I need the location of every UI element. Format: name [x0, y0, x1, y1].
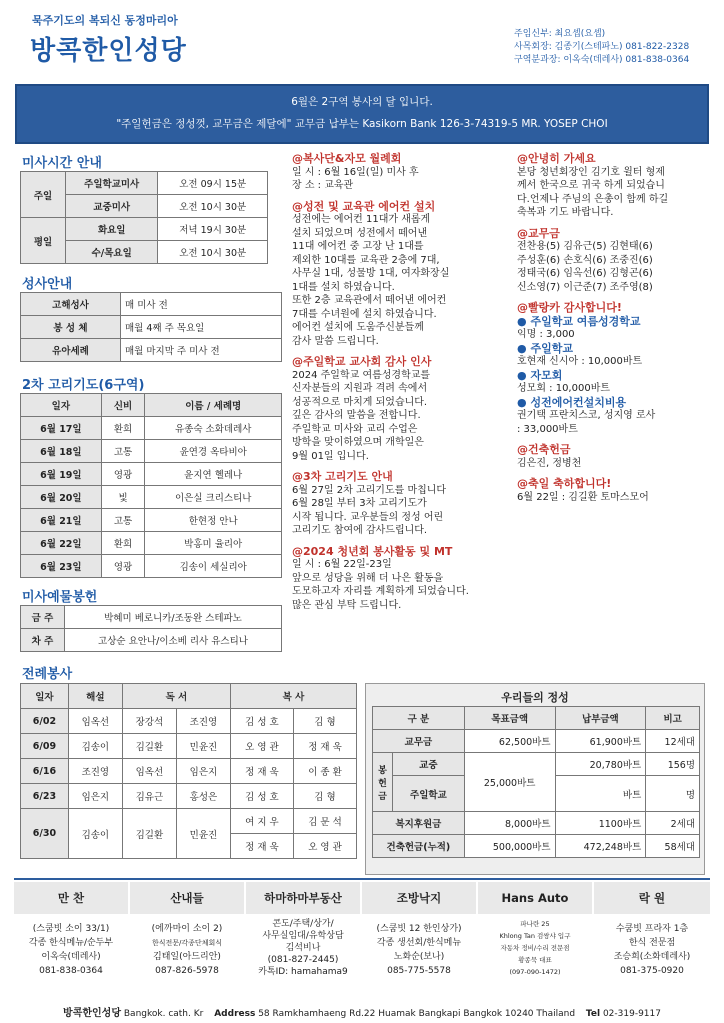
cell: 조진영: [68, 759, 122, 784]
header: [0, 0, 724, 66]
cell: 조진영: [176, 709, 230, 734]
line: 081-375-0920: [620, 966, 684, 976]
line: 감사 말씀 드립니다.: [292, 335, 379, 347]
cell: 봉 성 체: [21, 316, 121, 339]
cell: 김 형: [293, 709, 356, 734]
footer-bar: [0, 1004, 724, 1019]
line: 축복과 기도 바랍니다.: [517, 207, 614, 218]
header-cell: 일자: [21, 394, 102, 417]
line: 1대를 설치 하였습니다.: [292, 281, 395, 293]
line: 권기택 프란치스코, 성지영 로사: [517, 410, 656, 421]
cell: 472,248바트: [555, 835, 646, 858]
cell: 교중미사: [66, 195, 158, 218]
cell: 58세대: [646, 835, 700, 858]
cell: 주일학교: [393, 776, 465, 812]
header-cell: 납부금액: [555, 707, 646, 730]
mid-column: [292, 152, 512, 612]
sponsor-details: [130, 922, 244, 978]
rosary-title: 2차 고리기도(6구역): [22, 378, 145, 393]
sponsor-name: 만 찬: [14, 882, 128, 914]
line: 콘도/주택/상가/: [272, 919, 334, 929]
line: 한식전문/각종단체회식: [152, 939, 222, 947]
finance-title: 우리들의 정성: [501, 691, 569, 704]
cell: 정 재 욱: [230, 834, 293, 859]
line: 신자분들의 지원과 격려 속에서: [292, 383, 428, 394]
offering-table: [20, 605, 282, 652]
cell: 교무금: [373, 730, 465, 753]
line: 수쿰빗 프라자 1층: [615, 924, 689, 934]
line: 085-775-5578: [387, 966, 451, 976]
line: 성모회 : 10,000바트: [517, 383, 611, 394]
header-cell: 해설: [68, 684, 122, 709]
cell: 바트: [555, 776, 646, 812]
line: (097-090-1472): [509, 968, 561, 976]
line: 많은 관심 부탁 드립니다.: [292, 599, 402, 611]
line: 6월 28일 부터 3차 고리기도가: [292, 498, 427, 509]
line: 도모하고자 자리를 계획하게 되었습니다.: [292, 586, 469, 597]
cell: 62,500바트: [464, 730, 555, 753]
cell: 12세대: [646, 730, 700, 753]
finance-table: [372, 706, 700, 858]
line: 주성훈(6) 손호식(6) 조중진(6): [517, 254, 653, 266]
sponsor-name: Hans Auto: [478, 882, 592, 914]
cell: 김 문 석: [293, 809, 356, 834]
text: 주일학교 여름성경학교: [530, 314, 641, 328]
cell: 여 지 우: [230, 809, 293, 834]
priest: 주임신부: 최요셉(요셉): [514, 29, 606, 39]
cell: 유아세례: [21, 339, 121, 362]
cell: 61,900바트: [555, 730, 646, 753]
header-cell: 구 분: [373, 707, 465, 730]
footer-divider: [14, 878, 710, 880]
group-name: ● 자모회: [517, 368, 563, 382]
header-cell: 이름 / 세례명: [145, 394, 282, 417]
cell: 오전 09시 15분: [158, 172, 268, 195]
header-cell: 신비: [101, 394, 145, 417]
liturgy-title: 전례봉사: [22, 667, 73, 682]
line: 다.언제나 주님의 은총이 함께 하길: [517, 193, 669, 205]
cell: 임은지: [68, 784, 122, 809]
finance-box: [365, 683, 705, 875]
cell: 고상순 요안나/이소베 리사 유스티나: [65, 629, 282, 652]
cell: 건축헌금(누적): [373, 835, 465, 858]
cell: 임은지: [176, 759, 230, 784]
notice-line-2: "주일헌금은 정성껏, 교무금은 제달에" 교무금 납부는 Kasikorn Bank 126-3-74319-5 MR. YOSEP CHOI: [116, 118, 608, 130]
cell: 임옥선: [122, 759, 176, 784]
item-title: @주일학교 교사회 감사 인사: [292, 355, 432, 368]
cell: 오 영 관: [230, 734, 293, 759]
cell: 20,780바트: [555, 753, 646, 776]
cell: 금 주: [21, 606, 65, 629]
cell: 오전 10시 30분: [158, 241, 268, 264]
cell: 박홍미 율리아: [145, 532, 282, 555]
cell: 6월 21일: [21, 509, 102, 532]
line: 또한 2층 교육관에서 떼어낸 에어컨: [292, 295, 447, 306]
cell: 빛: [101, 486, 145, 509]
line: 주일학교 미사와 교리 수업은: [292, 423, 418, 435]
sponsor-name: 락 원: [594, 882, 710, 914]
line: 카톡ID: hamahama9: [258, 967, 348, 977]
cell: 156명: [646, 753, 700, 776]
cell: 영광: [101, 463, 145, 486]
line: : 33,000바트: [517, 423, 578, 435]
sponsor-details: [362, 922, 476, 978]
line: 성공적으로 마치게 되었습니다.: [292, 396, 428, 408]
rosary-table: [20, 393, 282, 578]
cell: 김길환: [122, 734, 176, 759]
cell: 6월 18일: [21, 440, 102, 463]
cell: 교중: [393, 753, 465, 776]
cell: 임옥선: [68, 709, 122, 734]
feast-title: @축일 축하합니다!: [517, 477, 612, 490]
cell: 민윤진: [176, 734, 230, 759]
cell: 고통: [101, 509, 145, 532]
sponsor-details: [478, 918, 592, 978]
line: 앞으로 성당을 위해 더 나은 활동을: [292, 572, 444, 584]
text: 성전에어컨설치비용: [530, 395, 627, 409]
text: 자모회: [530, 368, 563, 382]
header-cell: 독 서: [122, 684, 230, 709]
parish-name: 방콕한인성당: [63, 1008, 121, 1019]
line: 6월 22일 : 김길환 토마스모어: [517, 491, 649, 503]
sponsor-name: 산내들: [130, 882, 244, 914]
cell: 매월 4째 주 목요일: [121, 316, 282, 339]
cell: 김유근: [122, 784, 176, 809]
cell: 500,000바트: [464, 835, 555, 858]
group-name: ● 주일학교: [517, 341, 573, 355]
cell: 복지후원금: [373, 812, 465, 835]
liturgy-table: [20, 683, 357, 859]
group-name: ● 주일학교 여름성경학교: [517, 314, 641, 328]
notice-banner: [15, 84, 709, 144]
line: 일 시 : 6월 16일(일) 미사 후: [292, 166, 419, 178]
cell: 환희: [101, 532, 145, 555]
council-head: 사목회장: 김종기(스테파노) 081-822-2328: [514, 42, 690, 52]
line: (스쿰빗 소이 33/1): [32, 924, 110, 934]
cell: 25,000바트: [464, 753, 555, 812]
line: 081-838-0364: [39, 966, 103, 976]
cell: 김송이 세실리아: [145, 555, 282, 578]
line: Khlong Tan 검쌍샤 입구: [499, 932, 571, 940]
line: 시작 됩니다. 교우분들의 정성 어린: [292, 511, 444, 523]
parish-name-en: Bangkok. cath. Kr: [123, 1009, 204, 1019]
cell: 1100바트: [555, 812, 646, 835]
district-head: 구역분과장: 이옥숙(데레사) 081-838-0364: [514, 55, 690, 65]
cell: 김송이: [68, 734, 122, 759]
cell: 6월 19일: [21, 463, 102, 486]
cell: 정 재 욱: [293, 734, 356, 759]
sponsor-name: 하마하마부동산: [246, 882, 360, 914]
cell: 고통: [101, 440, 145, 463]
line: 장 소 : 교육관: [292, 180, 354, 191]
cell: 화요일: [66, 218, 158, 241]
cell: 영광: [101, 555, 145, 578]
line: 신소영(7) 이근준(7) 조주영(8): [517, 281, 653, 293]
cell: 정 재 욱: [230, 759, 293, 784]
cell: 이 종 환: [293, 759, 356, 784]
line: 방학을 맞이하였으며 개학일은: [292, 437, 424, 448]
header-cell: 목표금액: [464, 707, 555, 730]
cell: 한현정 안나: [145, 509, 282, 532]
line: 6월 27일 2차 고리기도를 마칩니다: [292, 484, 447, 496]
line: 9월 01일 입니다.: [292, 450, 369, 462]
line: 조승희(소화데레사): [613, 952, 691, 962]
cell: 고해성사: [21, 293, 121, 316]
cell: 평일: [21, 218, 66, 264]
line: 각종 한식메뉴/순두부: [28, 938, 114, 948]
cell: 6/16: [21, 759, 69, 784]
parish-subtitle: 묵주기도의 복되신 동정마리아: [32, 14, 178, 27]
line: 본당 청년회장인 김기호 윌터 형제: [517, 166, 665, 178]
farewell-title: @안녕히 가세요: [517, 152, 596, 165]
line: 깊은 감사의 말씀을 전합니다.: [292, 410, 421, 421]
mass-table: [20, 171, 268, 264]
line: 한식 전문점: [628, 938, 676, 948]
line: 087-826-5978: [155, 966, 219, 976]
text: 주일학교: [530, 341, 573, 355]
line: 김석비나: [285, 943, 321, 953]
line: 전찬용(5) 김유근(5) 김현태(6): [517, 241, 653, 252]
cell: 유종숙 소화데레사: [145, 417, 282, 440]
building-title: @건축헌금: [517, 443, 571, 456]
cell: 6월 23일: [21, 555, 102, 578]
line: 고리기도 참여에 감사드립니다.: [292, 525, 428, 536]
cell: 민윤진: [176, 809, 230, 859]
line: 11대 에어컨 중 고장 난 1대를: [292, 241, 424, 252]
line: 김은진, 정병천: [517, 457, 582, 469]
dues-title: @교무금: [517, 226, 560, 240]
line: 에어컨 설치에 도움주신분들께: [292, 322, 424, 333]
line: 2024 주일학교 여름성경학교를: [292, 369, 431, 381]
item-title: @3차 고리기도 안내: [292, 470, 393, 483]
cell: 김 성 호: [230, 784, 293, 809]
cell: 6월 20일: [21, 486, 102, 509]
cell: 6/02: [21, 709, 69, 734]
line: 각종 생선회/한식메뉴: [376, 938, 462, 948]
line: 파나란 25: [520, 920, 550, 928]
tel-label: Tel: [585, 1009, 601, 1019]
cell: 6월 22일: [21, 532, 102, 555]
cell: 6/23: [21, 784, 69, 809]
cell: 환희: [101, 417, 145, 440]
line: 설치 되었으며 성전에서 떼어낸: [292, 227, 428, 239]
sacraments-title: 성사안내: [22, 277, 73, 292]
cell: 6월 17일: [21, 417, 102, 440]
cell: 오전 10시 30분: [158, 195, 268, 218]
address-label: Address: [214, 1009, 256, 1019]
offering-title: 미사예물봉헌: [22, 590, 98, 605]
cell: 오 영 관: [293, 834, 356, 859]
cell: 홍성은: [176, 784, 230, 809]
line: 께서 한국으로 귀국 하게 되었습니: [517, 180, 665, 191]
line: 황종묵 대표: [518, 956, 552, 964]
line: 호현재 신시아 : 10,000바트: [517, 356, 643, 367]
header-cell: 일자: [21, 684, 69, 709]
line: 사무실임대/유학상담: [262, 931, 344, 941]
line: 사무실 1대, 성물방 1대, 여자화장실: [292, 268, 450, 279]
tel: 02-319-9117: [602, 1009, 661, 1019]
line: 정태국(6) 임옥선(6) 김형곤(6): [517, 268, 653, 279]
item-title: @성전 및 교육관 에어컨 설치: [292, 199, 436, 213]
cell: 8,000바트: [464, 812, 555, 835]
cell: 차 주: [21, 629, 65, 652]
line: 익명 : 3,000: [517, 329, 575, 340]
line: 성전에는 에어컨 11대가 새롭게: [292, 214, 431, 225]
line: 7대를 수녀원에 설치 하였습니다.: [292, 308, 437, 320]
cell: 김길환: [122, 809, 176, 859]
cell: 매 미사 전: [121, 293, 282, 316]
cell: 명: [646, 776, 700, 812]
cell: 6/09: [21, 734, 69, 759]
sponsor-name: 조방낙지: [362, 882, 476, 914]
item-title: @복사단&자모 월례회: [292, 152, 402, 165]
line: (에까마이 소이 2): [151, 924, 223, 934]
line: 일 시 : 6월 22일-23일: [292, 559, 392, 570]
parish-contacts: [514, 28, 689, 67]
sacraments-table: [20, 292, 282, 362]
cell: 윤연경 옥타비아: [145, 440, 282, 463]
cell: 6/30: [21, 809, 69, 859]
sponsor-details: [246, 918, 360, 978]
parish-title: 방콕한인성당: [30, 36, 187, 66]
line: 자동차 정비/수리 전문점: [500, 944, 570, 952]
notice-line-1: 6월은 2구역 봉사의 달 입니다.: [291, 96, 433, 108]
header-cell: 복 사: [230, 684, 356, 709]
cell: 저녁 19시 30분: [158, 218, 268, 241]
item-title: @2024 청년회 봉사활동 및 MT: [292, 544, 453, 558]
cell: 장강석: [122, 709, 176, 734]
line: 김태일(아드리안): [153, 952, 221, 962]
header-cell: 비고: [646, 707, 700, 730]
cell: 윤지연 헬레나: [145, 463, 282, 486]
cell: 김송이: [68, 809, 122, 859]
mass-title: 미사시간 안내: [22, 156, 102, 171]
right-column: [517, 152, 717, 504]
sponsor-details: [594, 922, 710, 978]
line: 제외한 10대를 교육관 2층에 7대,: [292, 254, 440, 266]
line: (081-827-2445): [267, 955, 339, 965]
cell: 김 형: [293, 784, 356, 809]
line: (스쿰빗 12 한인상가): [376, 924, 462, 934]
cell: 봉헌금: [373, 753, 393, 812]
cell: 수/목요일: [66, 241, 158, 264]
cell: 2세대: [646, 812, 700, 835]
cell: 주일학교미사: [66, 172, 158, 195]
thanks-title: @빨랑카 감사합니다!: [517, 301, 622, 314]
sponsor-details: [14, 922, 128, 978]
line: 이옥숙(데레사): [41, 952, 101, 962]
cell: 김 성 호: [230, 709, 293, 734]
cell: 주일: [21, 172, 66, 218]
cell: 이은실 크리스티나: [145, 486, 282, 509]
address: 58 Ramkhamhaeng Rd.22 Huamak Bangkapi Bangkok 10240 Thailand: [258, 1009, 576, 1019]
group-name: ● 성전에어컨설치비용: [517, 395, 627, 409]
cell: 매월 마지막 주 미사 전: [121, 339, 282, 362]
cell: 박혜미 베로니카/조동완 스테파노: [65, 606, 282, 629]
line: 노화순(보나): [393, 952, 445, 962]
